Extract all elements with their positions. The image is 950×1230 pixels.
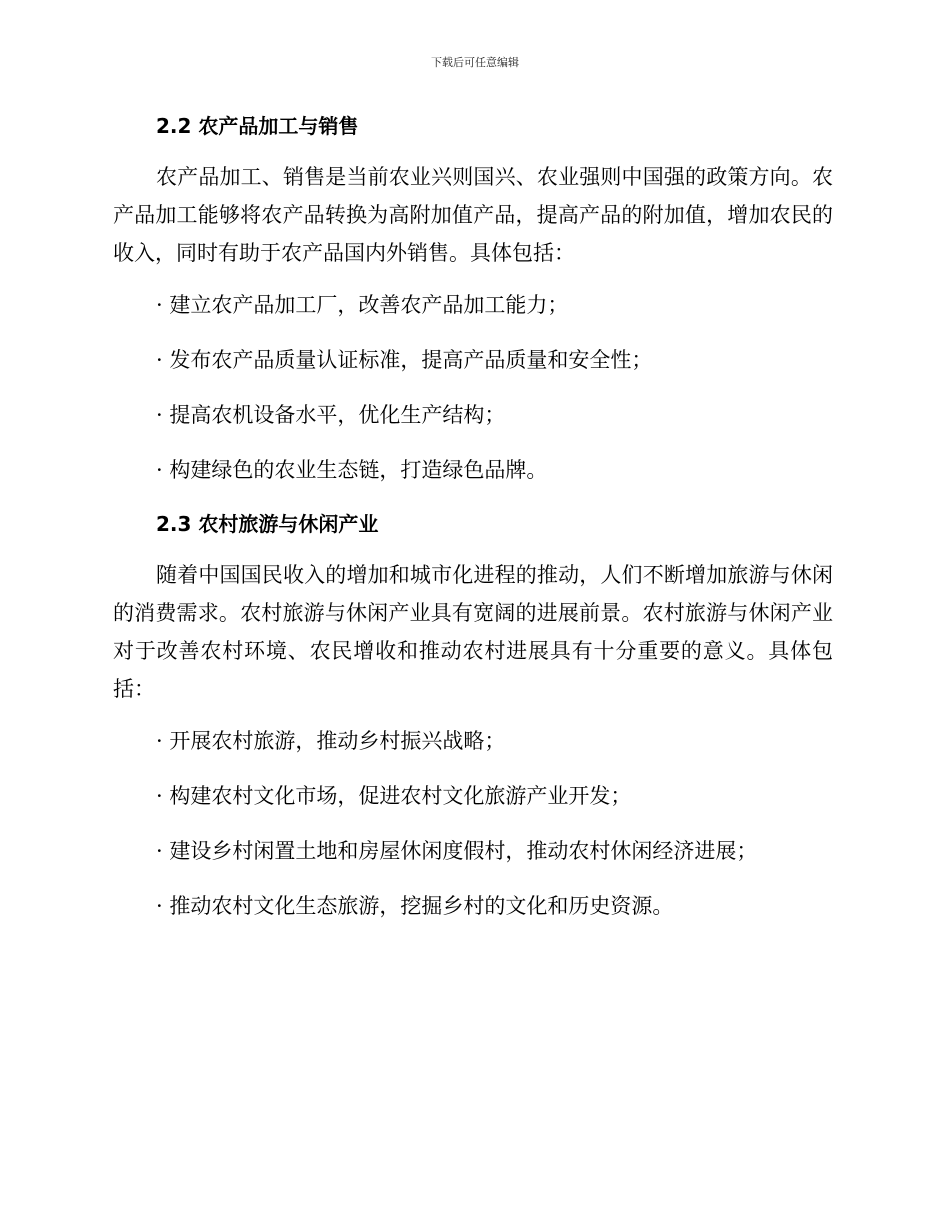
section-paragraph: 农产品加工、销售是当前农业兴则国兴、农业强则中国强的政策方向。农产品加工能够将农产品转换为高附加值产品，提高产品的附加值，增加农民的收入，同时有助于农产品国内外销售。具体包括： [113,165,833,265]
bullet-item: · 开展农村旅游，推动乡村振兴战略； [156,729,506,753]
section-heading: 2.2 农产品加工与销售 [156,114,359,138]
bullet-item: · 推动农村文化生态旅游，挖掘乡村的文化和历史资源。 [156,894,674,918]
section-paragraph: 随着中国国民收入的增加和城市化进程的推动，人们不断增加旅游与休闲的消费需求。农村旅游与休闲产业具有宽阔的进展前景。农村旅游与休闲产业对于改善农村环境、农民增收和推动农村进展具有十分重要的意义。具体包括： [113,563,833,701]
section-heading: 2.3 农村旅游与休闲产业 [156,512,379,536]
bullet-item: · 提高农机设备水平，优化生产结构； [156,403,506,427]
bullet-item: · 建立农产品加工厂，改善农产品加工能力； [156,293,569,317]
bullet-item: · 构建绿色的农业生态链，打造绿色品牌。 [156,458,548,482]
bullet-item: · 建设乡村闲置土地和房屋休闲度假村，推动农村休闲经济进展； [156,839,758,863]
bullet-item: · 构建农村文化市场，促进农村文化旅游产业开发； [156,784,632,808]
section-rural-tourism [113,506,833,925]
bullet-item: · 发布农产品质量认证标准，提高产品质量和安全性； [156,348,653,372]
section-agri-processing [113,108,833,489]
document-body [113,108,833,942]
header-note: 下载后可任意编辑 [431,56,519,69]
